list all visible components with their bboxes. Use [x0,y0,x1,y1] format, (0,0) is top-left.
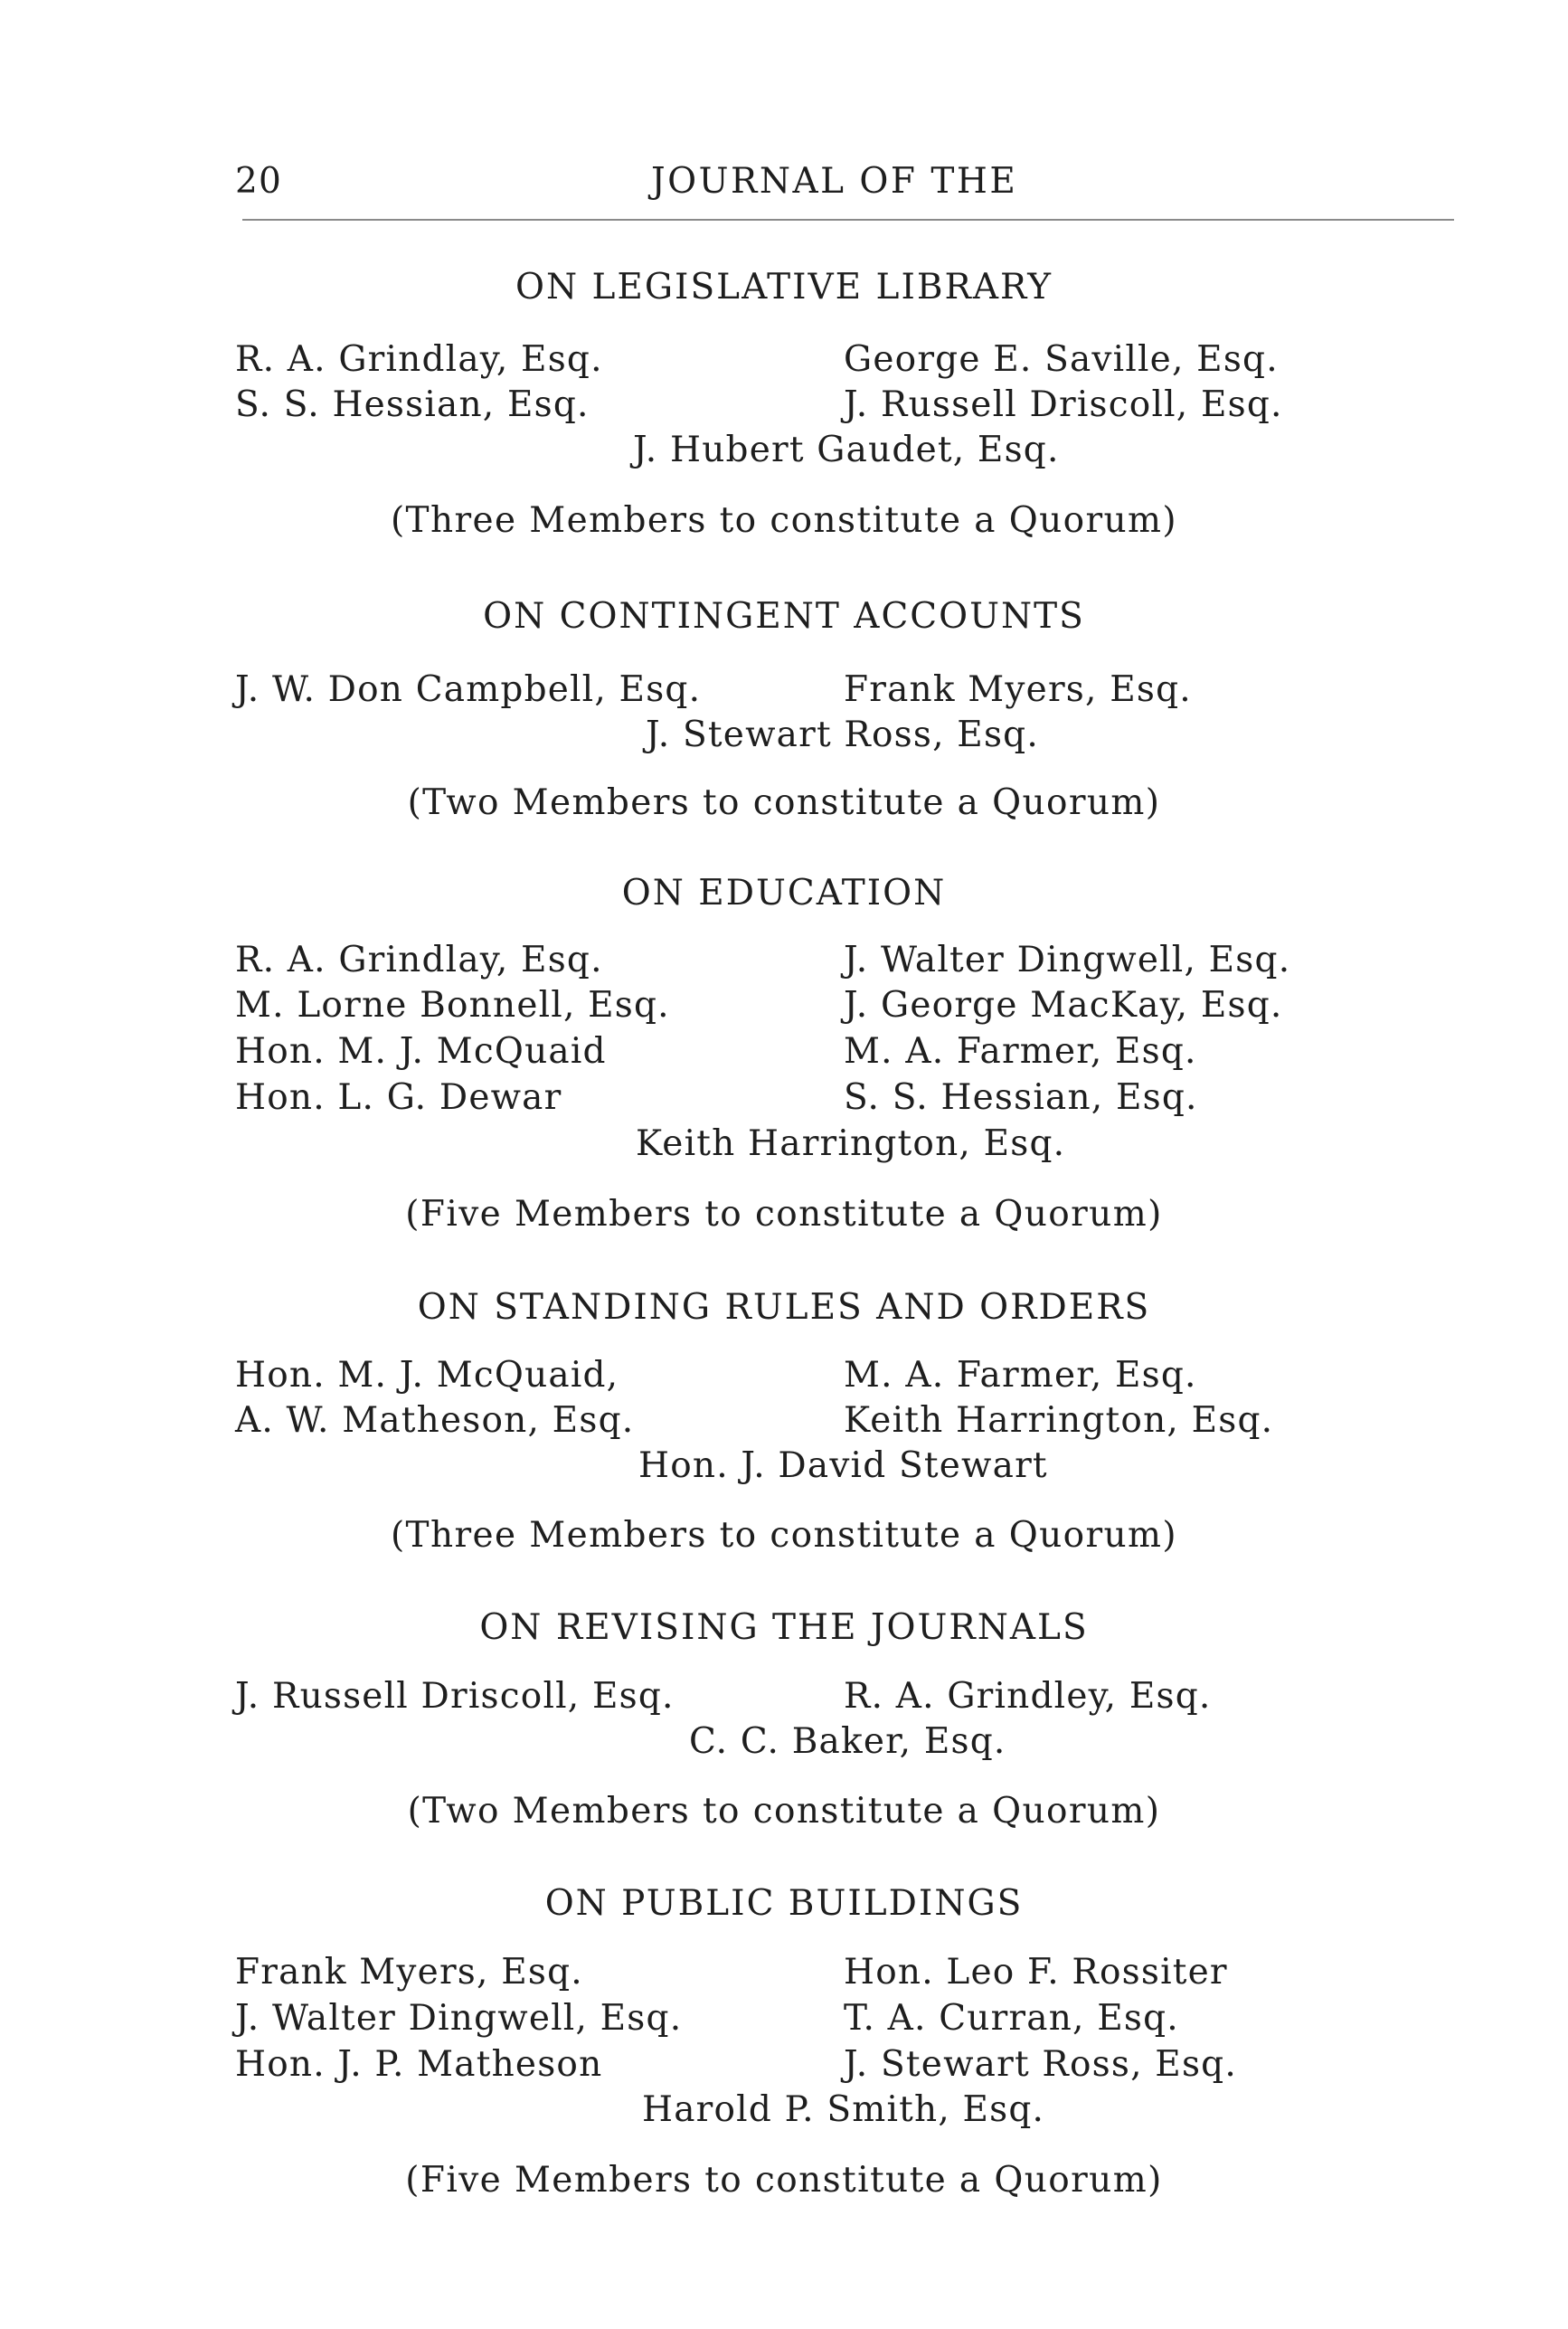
committee-heading: ON PUBLIC BUILDINGS [544,1883,1024,1924]
member-name: S. S. Hessian, Esq. [844,1077,1198,1118]
member-name: R. A. Grindley, Esq. [844,1676,1212,1717]
member-name: T. A. Curran, Esq. [844,1998,1179,2039]
member-name: R. A. Grindlay, Esq. [235,339,603,380]
member-name: Hon. J. David Stewart [638,1445,1048,1486]
quorum-note: (Two Members to constitute a Quorum) [407,1791,1161,1832]
member-name: J. W. Don Campbell, Esq. [235,669,702,710]
member-name: J. Stewart Ross, Esq. [646,715,1039,755]
member-name: M. A. Farmer, Esq. [844,1355,1197,1396]
committee-heading: ON REVISING THE JOURNALS [479,1607,1089,1648]
member-name: J. Russell Driscoll, Esq. [235,1676,675,1717]
member-name: C. C. Baker, Esq. [689,1721,1006,1762]
header-rule [242,219,1454,221]
member-name: A. W. Matheson, Esq. [235,1400,635,1441]
quorum-note: (Five Members to constitute a Quorum) [405,2160,1163,2201]
quorum-note: (Two Members to constitute a Quorum) [407,782,1161,823]
member-name: Hon. Leo F. Rossiter [844,1952,1228,1993]
page-number: 20 [235,161,283,202]
member-name: Keith Harrington, Esq. [636,1123,1066,1164]
member-name: Hon. M. J. McQuaid [235,1031,607,1072]
member-name: Keith Harrington, Esq. [844,1400,1274,1441]
member-name: M. A. Farmer, Esq. [844,1031,1197,1072]
member-name: S. S. Hessian, Esq. [235,384,590,425]
member-name: Frank Myers, Esq. [235,1952,583,1993]
member-name: J. George MacKay, Esq. [844,985,1283,1026]
member-name: Hon. J. P. Matheson [235,2044,603,2085]
member-name: Hon. L. G. Dewar [235,1077,562,1118]
committee-heading: ON EDUCATION [621,873,947,914]
quorum-note: (Three Members to constitute a Quorum) [390,500,1178,541]
committee-heading: ON STANDING RULES AND ORDERS [417,1287,1151,1328]
member-name: J. Russell Driscoll, Esq. [844,384,1283,425]
member-name: J. Stewart Ross, Esq. [844,2044,1237,2085]
quorum-note: (Five Members to constitute a Quorum) [405,1194,1163,1235]
running-head: JOURNAL OF THE [651,161,1018,202]
member-name: Hon. M. J. McQuaid, [235,1355,619,1396]
member-name: J. Walter Dingwell, Esq. [844,940,1291,980]
committee-heading: ON LEGISLATIVE LIBRARY [515,267,1053,308]
member-name: Frank Myers, Esq. [844,669,1192,710]
quorum-note: (Three Members to constitute a Quorum) [390,1515,1178,1556]
member-name: M. Lorne Bonnell, Esq. [235,985,670,1026]
member-name: R. A. Grindlay, Esq. [235,940,603,980]
member-name: J. Hubert Gaudet, Esq. [633,430,1060,470]
committee-heading: ON CONTINGENT ACCOUNTS [483,596,1085,637]
member-name: Harold P. Smith, Esq. [642,2089,1045,2130]
member-name: George E. Saville, Esq. [844,339,1279,380]
member-name: J. Walter Dingwell, Esq. [235,1998,683,2039]
